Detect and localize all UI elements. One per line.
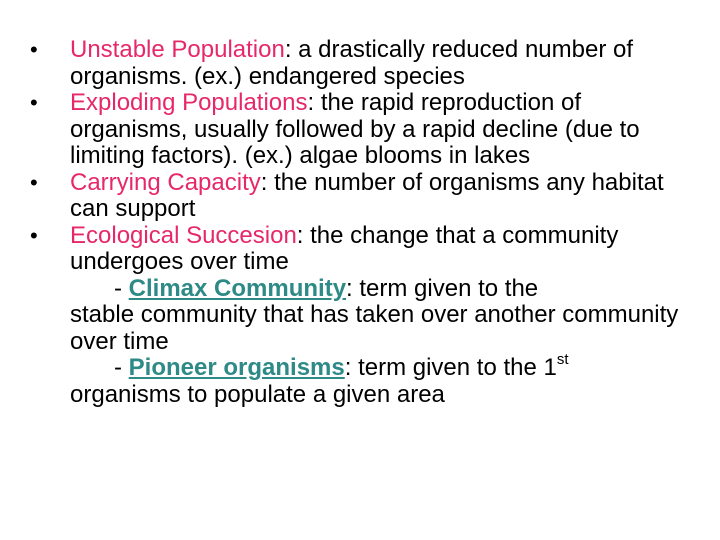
- bullet-list: [30, 37, 690, 408]
- subitem-climax-community: [70, 276, 690, 356]
- bullet-icon: •: [30, 169, 38, 195]
- subitem-dash: -: [114, 274, 129, 302]
- bullet-item-exploding-populations: [30, 90, 690, 170]
- term-pioneer-organisms: Pioneer organisms: [128, 354, 345, 381]
- term-climax-community: Climax Community: [128, 274, 347, 302]
- definition-lead-climax-community: : term given to the: [346, 274, 539, 302]
- definition-ecological-succesion: : the change that a community undergoes over time: [70, 221, 619, 275]
- term-exploding-populations: Exploding Populations: [70, 89, 308, 116]
- definition-pioneer-organisms: : term given to the 1: [344, 354, 557, 381]
- bullet-item-carrying-capacity: [30, 170, 690, 223]
- bullet-icon: •: [30, 90, 38, 115]
- definition-tail-pioneer-organisms: organisms to populate a given area: [70, 380, 445, 408]
- superscript-st: st: [556, 351, 569, 368]
- term-carrying-capacity: Carrying Capacity: [70, 168, 261, 196]
- definition-exploding-populations: : the rapid reproduction of organisms, usually followed by a rapid decline (due to limiting factors). (ex.) algae blooms in lakes: [70, 89, 640, 169]
- subitem-pioneer-organisms: [70, 351, 690, 408]
- definition-rest-climax-community: stable community that has taken over another community over time: [70, 301, 679, 355]
- bullet-icon: •: [30, 222, 38, 248]
- term-ecological-succesion: Ecological Succesion: [70, 221, 297, 249]
- bullet-icon: •: [30, 37, 38, 62]
- bullet-item-unstable-population: [30, 37, 690, 90]
- definition-carrying-capacity: : the number of organisms any habitat can support: [70, 168, 664, 222]
- term-unstable-population: Unstable Population: [70, 36, 285, 63]
- definition-unstable-population: : a drastically reduced number of organisms. (ex.) endangered species: [70, 36, 634, 90]
- subitem-dash: -: [114, 354, 129, 381]
- bullet-item-ecological-succesion: [30, 223, 690, 409]
